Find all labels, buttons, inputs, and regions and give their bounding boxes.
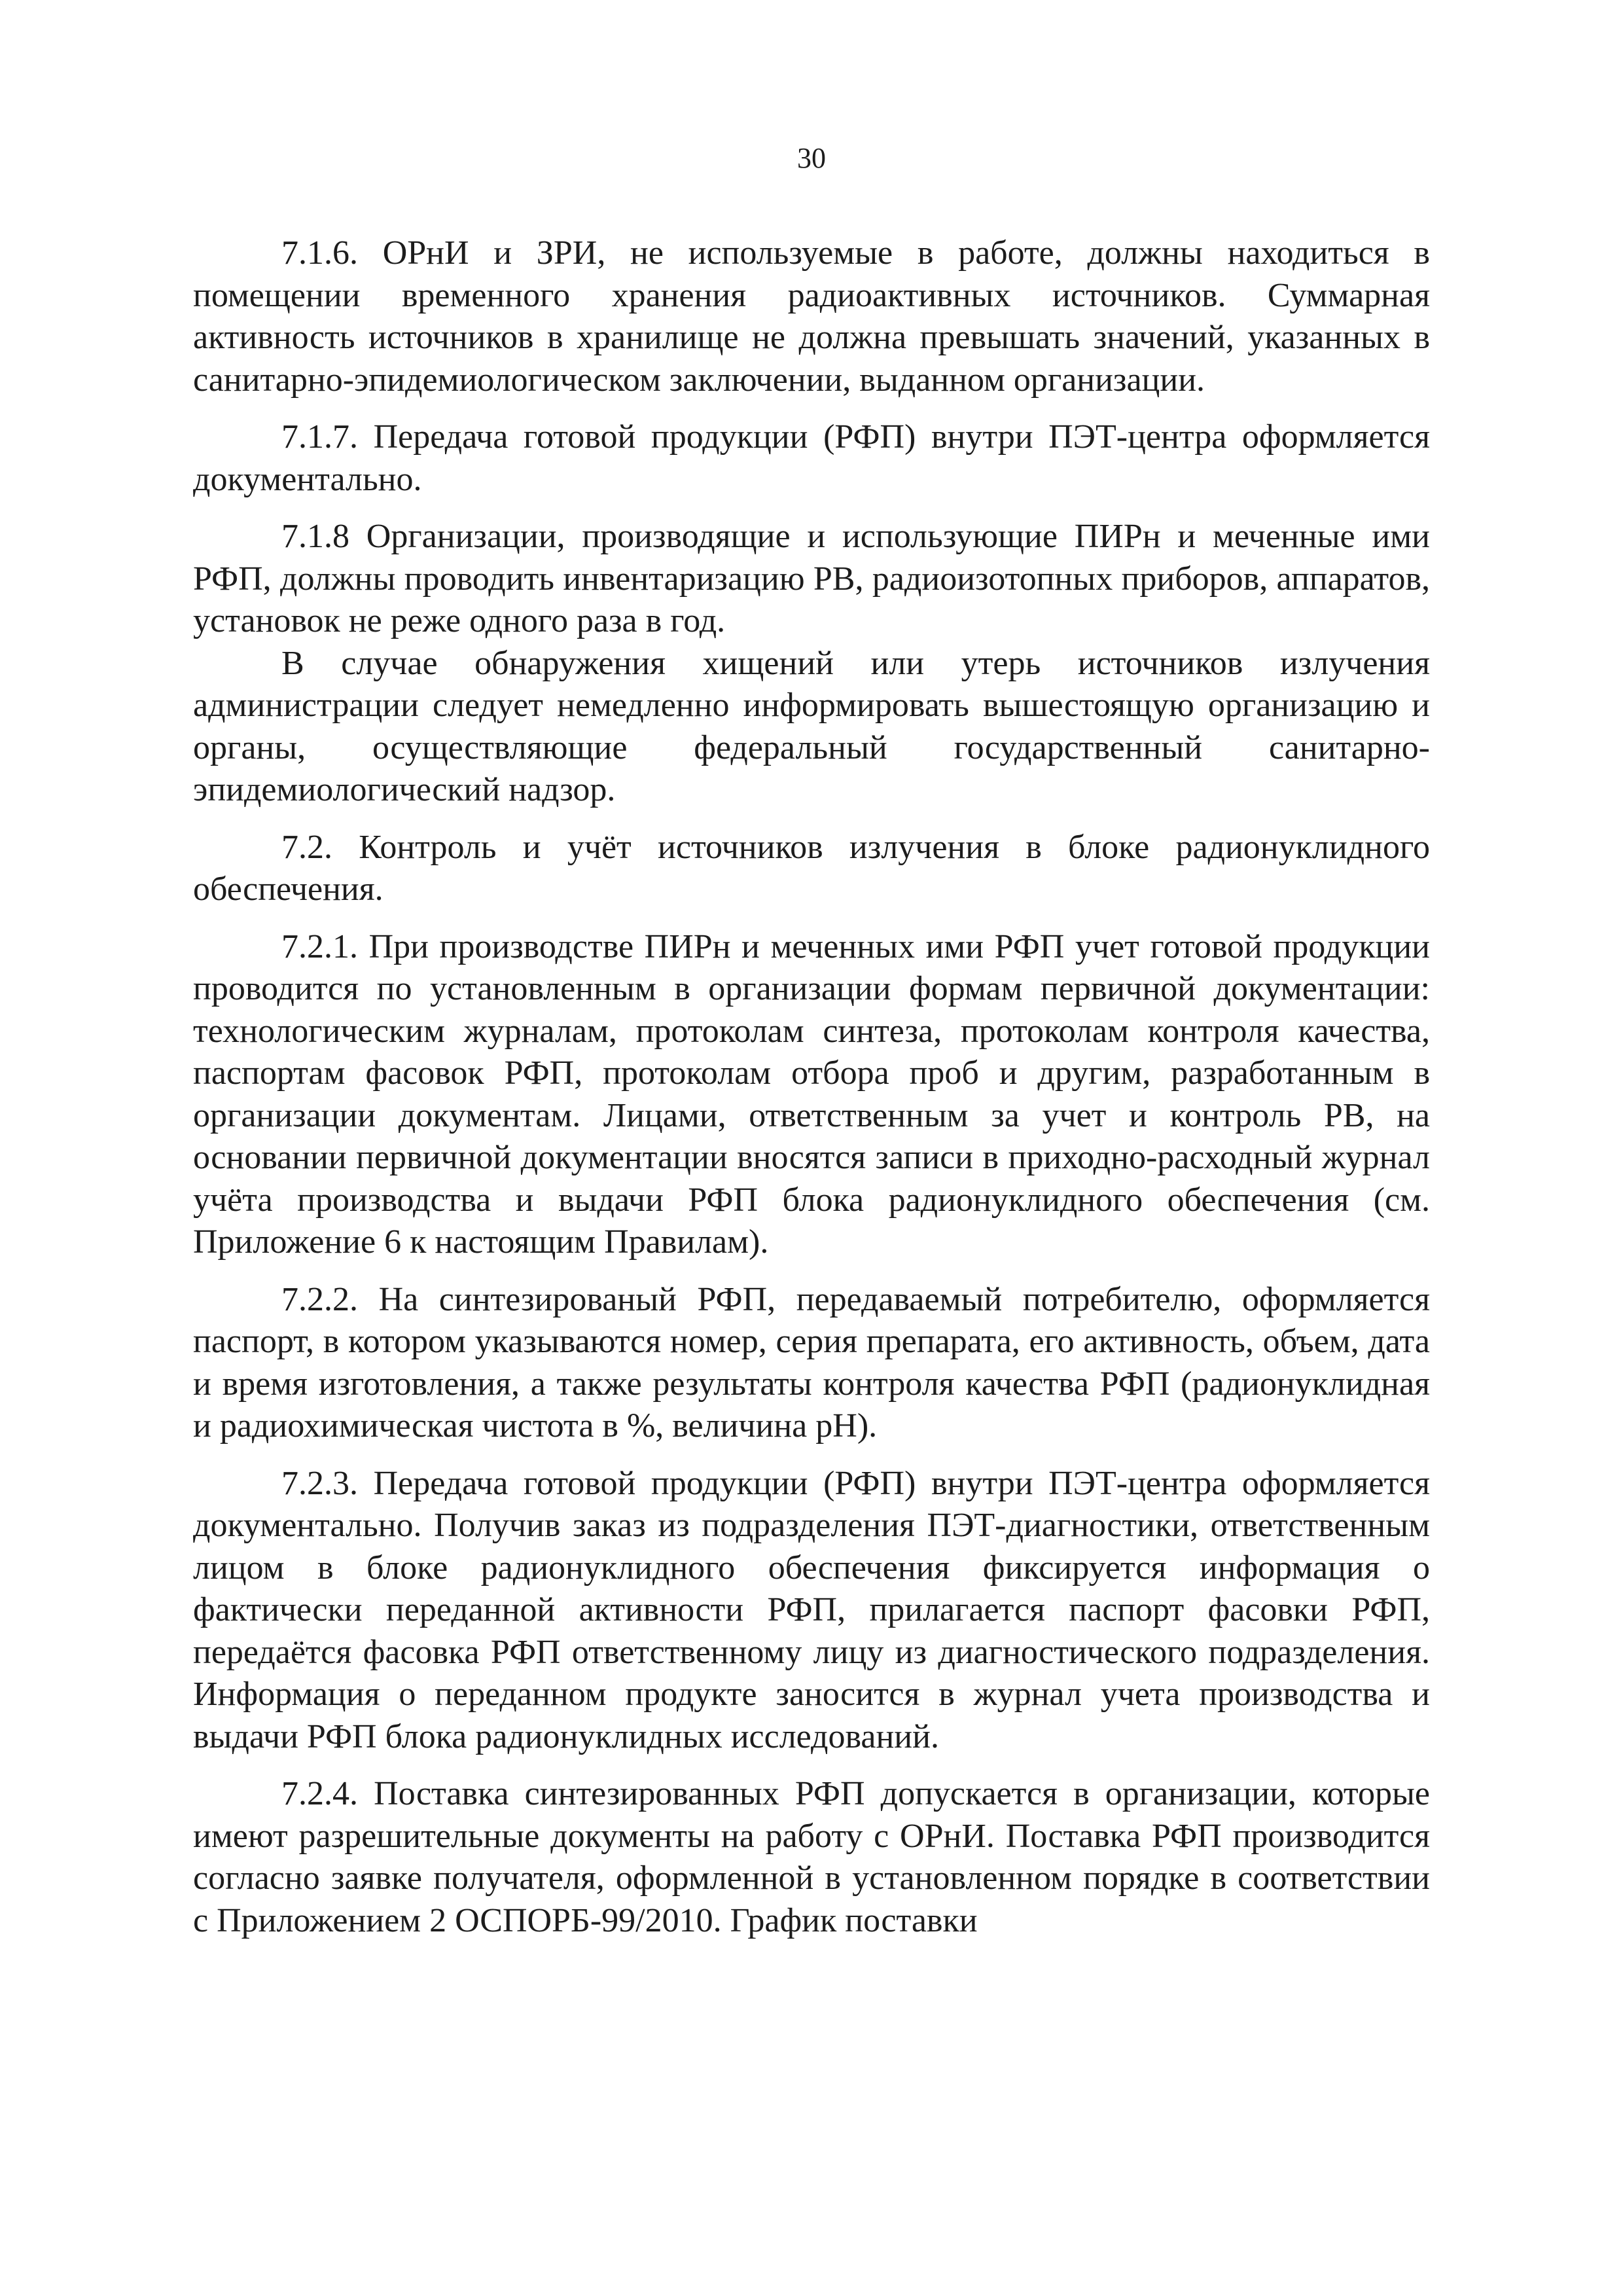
page-number: 30 — [797, 142, 826, 174]
paragraph-7-1-8-loss: В случае обнаружения хищений или утерь источников излучения администрации следует немедленно информировать вышестоящую организацию и органы, осуществляющие федеральный государственный санитарно-эпидемиологический надзор. — [193, 644, 1430, 808]
paragraph-7-1-7: 7.1.7. Передача готовой продукции (РФП) внутри ПЭТ-центра оформляется документально. — [193, 418, 1430, 498]
paragraph-7-1-6: 7.1.6. ОРнИ и ЗРИ, не используемые в работе, должны находиться в помещении временного хранения радиоактивных источников. Суммарная активность источников в хранилище не должна превышать значений, указанных в санитарно-эпидемиологическом заключении, выданном организации. — [193, 234, 1430, 399]
paragraph-7-2-4: 7.2.4. Поставка синтезированных РФП допускается в организации, которые имеют разрешительные документы на работу с ОРнИ. Поставка РФП производится согласно заявке получателя, оформленной в установленном порядке в соответствии с Приложением 2 ОСПОРБ-99/2010. График поставки — [193, 1775, 1430, 1939]
paragraph-7-1-8: 7.1.8 Организации, производящие и использующие ПИРн и меченные ими РФП, должны проводить инвентаризацию РВ, радиоизотопных приборов, аппаратов, установок не реже одного раза в год. — [193, 518, 1430, 639]
paragraph-7-2-2: 7.2.2. На синтезированый РФП, передаваемый потребителю, оформляется паспорт, в котором указываются номер, серия препарата, его активность, объем, дата и время изготовления, а также результаты контроля качества РФП (радионуклидная и радиохимическая чистота в %, величина рН). — [193, 1280, 1430, 1444]
paragraph-7-2-3: 7.2.3. Передача готовой продукции (РФП) внутри ПЭТ-центра оформляется документально. Получив заказ из подразделения ПЭТ-диагностики, ответственным лицом в блоке радионуклидного обеспечения фиксируется информация о фактически переданной активности РФП, прилагается паспорт фасовки РФП, передаётся фасовка РФП ответственному лицу из диагностического подразделения. Информация о переданном продукте заносится в журнал учета производства и выдачи РФП блока радионуклидных исследований. — [193, 1464, 1430, 1755]
paragraph-7-2: 7.2. Контроль и учёт источников излучения в блоке радионуклидного обеспечения. — [193, 828, 1430, 908]
paragraph-7-2-1: 7.2.1. При производстве ПИРн и меченных ими РФП учет готовой продукции проводится по установленным в организации формам первичной документации: технологическим журналам, протоколам синтеза, протоколам контроля качества, паспортам фасовок РФП, протоколам отбора проб и другим, разработанным в организации документам. Лицами, ответственным за учет и контроль РВ, на основании первичной документации вносятся записи в приходно-расходный журнал учёта производства и выдачи РФП блока радионуклидного обеспечения (см. Приложение 6 к настоящим Правилам). — [193, 927, 1430, 1261]
document-body — [193, 232, 1430, 1942]
